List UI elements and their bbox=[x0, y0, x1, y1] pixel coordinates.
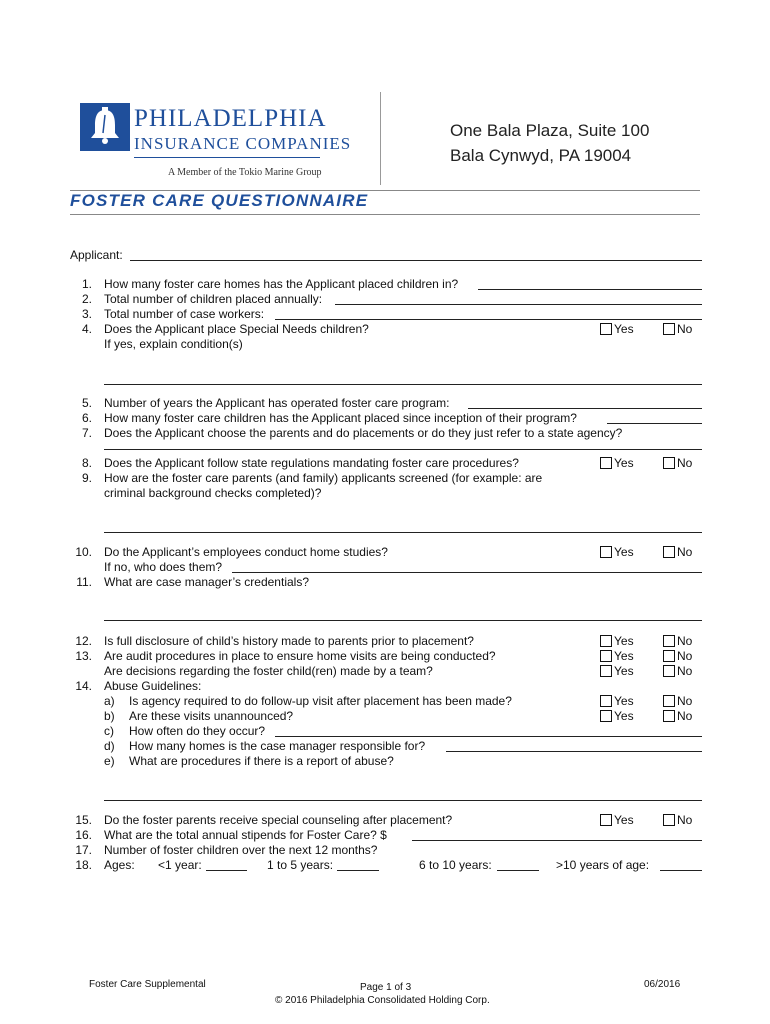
question-number: 13. bbox=[75, 649, 92, 663]
question-number: 3. bbox=[81, 307, 92, 321]
yes-label: Yes bbox=[614, 456, 634, 470]
question-number: 2. bbox=[81, 292, 92, 306]
q11-answer-field[interactable] bbox=[104, 620, 702, 621]
age-under-1-label: <1 year: bbox=[158, 858, 202, 872]
address-line-2: Bala Cynwyd, PA 19004 bbox=[450, 146, 632, 165]
brand-name: PHILADELPHIA bbox=[134, 105, 327, 132]
no-label: No bbox=[677, 813, 693, 827]
footer-form-name: Foster Care Supplemental bbox=[89, 979, 206, 990]
q10-no-checkbox[interactable] bbox=[663, 546, 675, 558]
no-label: No bbox=[677, 456, 693, 470]
question-13-team: Are decisions regarding the foster child(ren) made by a team? bbox=[104, 664, 433, 678]
q8-no-checkbox[interactable] bbox=[663, 457, 675, 469]
question-11: What are case manager’s credentials? bbox=[104, 575, 309, 589]
no-label: No bbox=[677, 649, 693, 663]
q16-stipend-field[interactable] bbox=[412, 840, 702, 841]
question-8: Does the Applicant follow state regulations mandating foster care procedures? bbox=[104, 456, 519, 470]
question-7: Does the Applicant choose the parents and do placements or do they just refer to a state agency? bbox=[104, 426, 623, 440]
no-label: No bbox=[677, 545, 693, 559]
yes-label: Yes bbox=[614, 694, 634, 708]
question-number: 4. bbox=[81, 322, 92, 336]
question-number: 12. bbox=[75, 634, 92, 648]
question-number: 10. bbox=[75, 545, 92, 559]
q14e-answer-field[interactable] bbox=[104, 800, 702, 801]
q15-no-checkbox[interactable] bbox=[663, 814, 675, 826]
question-number: 1. bbox=[81, 277, 92, 291]
q7-answer-field[interactable] bbox=[104, 449, 702, 450]
q6-answer-field[interactable] bbox=[607, 423, 702, 424]
sub-letter: e) bbox=[104, 754, 115, 768]
q3-answer-field[interactable] bbox=[275, 319, 702, 320]
question-number: 7. bbox=[81, 426, 92, 440]
question-14c: How often do they occur? bbox=[129, 724, 266, 738]
q10-who-field[interactable] bbox=[232, 572, 702, 573]
q14a-yes-checkbox[interactable] bbox=[600, 695, 612, 707]
title-bottom-rule bbox=[70, 214, 700, 215]
question-16: What are the total annual stipends for Foster Care? $ bbox=[104, 828, 387, 842]
q4-no-checkbox[interactable] bbox=[663, 323, 675, 335]
question-17: Number of foster children over the next 12 months? bbox=[104, 843, 378, 857]
question-5: Number of years the Applicant has operated foster care program: bbox=[104, 396, 450, 410]
question-number: 11. bbox=[76, 575, 92, 589]
footer-copyright: © 2016 Philadelphia Consolidated Holding Corp. bbox=[275, 995, 490, 1006]
question-number: 16. bbox=[75, 828, 92, 842]
q8-yes-checkbox[interactable] bbox=[600, 457, 612, 469]
question-number: 6. bbox=[81, 411, 92, 425]
q2-answer-field[interactable] bbox=[335, 304, 702, 305]
address-line-1: One Bala Plaza, Suite 100 bbox=[450, 121, 650, 140]
q4-explain-field[interactable] bbox=[104, 384, 702, 385]
q13-yes-checkbox[interactable] bbox=[600, 650, 612, 662]
yes-label: Yes bbox=[614, 634, 634, 648]
q14b-no-checkbox[interactable] bbox=[663, 710, 675, 722]
philadelphia-bell-logo bbox=[80, 103, 130, 151]
question-1: How many foster care homes has the Applicant placed children in? bbox=[104, 277, 459, 291]
no-label: No bbox=[677, 634, 693, 648]
question-18: Ages: bbox=[104, 858, 135, 872]
q14d-answer-field[interactable] bbox=[446, 751, 702, 752]
q12-no-checkbox[interactable] bbox=[663, 635, 675, 647]
question-number: 5. bbox=[81, 396, 92, 410]
brand-divider bbox=[134, 157, 320, 158]
sub-letter: a) bbox=[104, 694, 115, 708]
applicant-label: Applicant: bbox=[70, 248, 123, 262]
no-label: No bbox=[677, 664, 693, 678]
question-number: 17. bbox=[75, 843, 92, 857]
q9-answer-field[interactable] bbox=[104, 532, 702, 533]
header-vertical-divider bbox=[380, 92, 381, 185]
question-2: Total number of children placed annually: bbox=[104, 292, 323, 306]
q13-no-checkbox[interactable] bbox=[663, 650, 675, 662]
yes-label: Yes bbox=[614, 664, 634, 678]
q1-answer-field[interactable] bbox=[478, 289, 702, 290]
q14a-no-checkbox[interactable] bbox=[663, 695, 675, 707]
footer-date: 06/2016 bbox=[644, 979, 681, 990]
q10-yes-checkbox[interactable] bbox=[600, 546, 612, 558]
yes-label: Yes bbox=[614, 649, 634, 663]
q12-yes-checkbox[interactable] bbox=[600, 635, 612, 647]
question-14: Abuse Guidelines: bbox=[104, 679, 202, 693]
question-3: Total number of case workers: bbox=[104, 307, 265, 321]
q14c-answer-field[interactable] bbox=[275, 736, 702, 737]
question-number: 15. bbox=[75, 813, 92, 827]
liberty-bell-icon bbox=[80, 103, 130, 151]
q15-yes-checkbox[interactable] bbox=[600, 814, 612, 826]
question-12: Is full disclosure of child’s history made to parents prior to placement? bbox=[104, 634, 474, 648]
question-10-followup: If no, who does them? bbox=[104, 560, 223, 574]
page-title: FOSTER CARE QUESTIONNAIRE bbox=[70, 191, 369, 210]
yes-label: Yes bbox=[614, 322, 634, 336]
age-1-to-5-field[interactable] bbox=[337, 870, 379, 871]
age-6-to-10-field[interactable] bbox=[497, 870, 539, 871]
age-under-1-field[interactable] bbox=[206, 870, 247, 871]
question-9: How are the foster care parents (and family) applicants screened (for example: are bbox=[104, 471, 543, 485]
q5-answer-field[interactable] bbox=[468, 408, 702, 409]
age-6-to-10-label: 6 to 10 years: bbox=[419, 858, 492, 872]
age-over-10-label: >10 years of age: bbox=[556, 858, 650, 872]
age-over-10-field[interactable] bbox=[660, 870, 702, 871]
no-label: No bbox=[677, 322, 693, 336]
brand-subtitle: INSURANCE COMPANIES bbox=[134, 134, 352, 153]
question-number: 9. bbox=[81, 471, 92, 485]
question-number: 8. bbox=[81, 456, 92, 470]
question-14d: How many homes is the case manager responsible for? bbox=[129, 739, 426, 753]
question-14e: What are procedures if there is a report of abuse? bbox=[129, 754, 394, 768]
sub-letter: d) bbox=[104, 739, 115, 753]
yes-label: Yes bbox=[614, 709, 634, 723]
q4-yes-checkbox[interactable] bbox=[600, 323, 612, 335]
q14b-yes-checkbox[interactable] bbox=[600, 710, 612, 722]
footer-page-number: Page 1 of 3 bbox=[360, 982, 412, 993]
sub-letter: c) bbox=[104, 724, 114, 738]
question-10: Do the Applicant’s employees conduct home studies? bbox=[104, 545, 388, 559]
q13-team-yes-checkbox[interactable] bbox=[600, 665, 612, 677]
yes-label: Yes bbox=[614, 813, 634, 827]
question-6: How many foster care children has the Applicant placed since inception of their program? bbox=[104, 411, 577, 425]
question-13: Are audit procedures in place to ensure home visits are being conducted? bbox=[104, 649, 496, 663]
yes-label: Yes bbox=[614, 545, 634, 559]
applicant-field[interactable] bbox=[130, 260, 702, 261]
member-tagline: A Member of the Tokio Marine Group bbox=[168, 167, 322, 178]
age-1-to-5-label: 1 to 5 years: bbox=[267, 858, 334, 872]
no-label: No bbox=[677, 709, 693, 723]
question-14b: Are these visits unannounced? bbox=[129, 709, 294, 723]
no-label: No bbox=[677, 694, 693, 708]
question-14a: Is agency required to do follow-up visit after placement has been made? bbox=[129, 694, 512, 708]
sub-letter: b) bbox=[104, 709, 115, 723]
question-15: Do the foster parents receive special counseling after placement? bbox=[104, 813, 453, 827]
question-number: 18. bbox=[75, 858, 92, 872]
question-4: Does the Applicant place Special Needs children? bbox=[104, 322, 369, 336]
question-number: 14. bbox=[75, 679, 92, 693]
question-4-followup: If yes, explain condition(s) bbox=[104, 337, 243, 351]
question-9-continued: criminal background checks completed)? bbox=[104, 486, 322, 500]
q13-team-no-checkbox[interactable] bbox=[663, 665, 675, 677]
